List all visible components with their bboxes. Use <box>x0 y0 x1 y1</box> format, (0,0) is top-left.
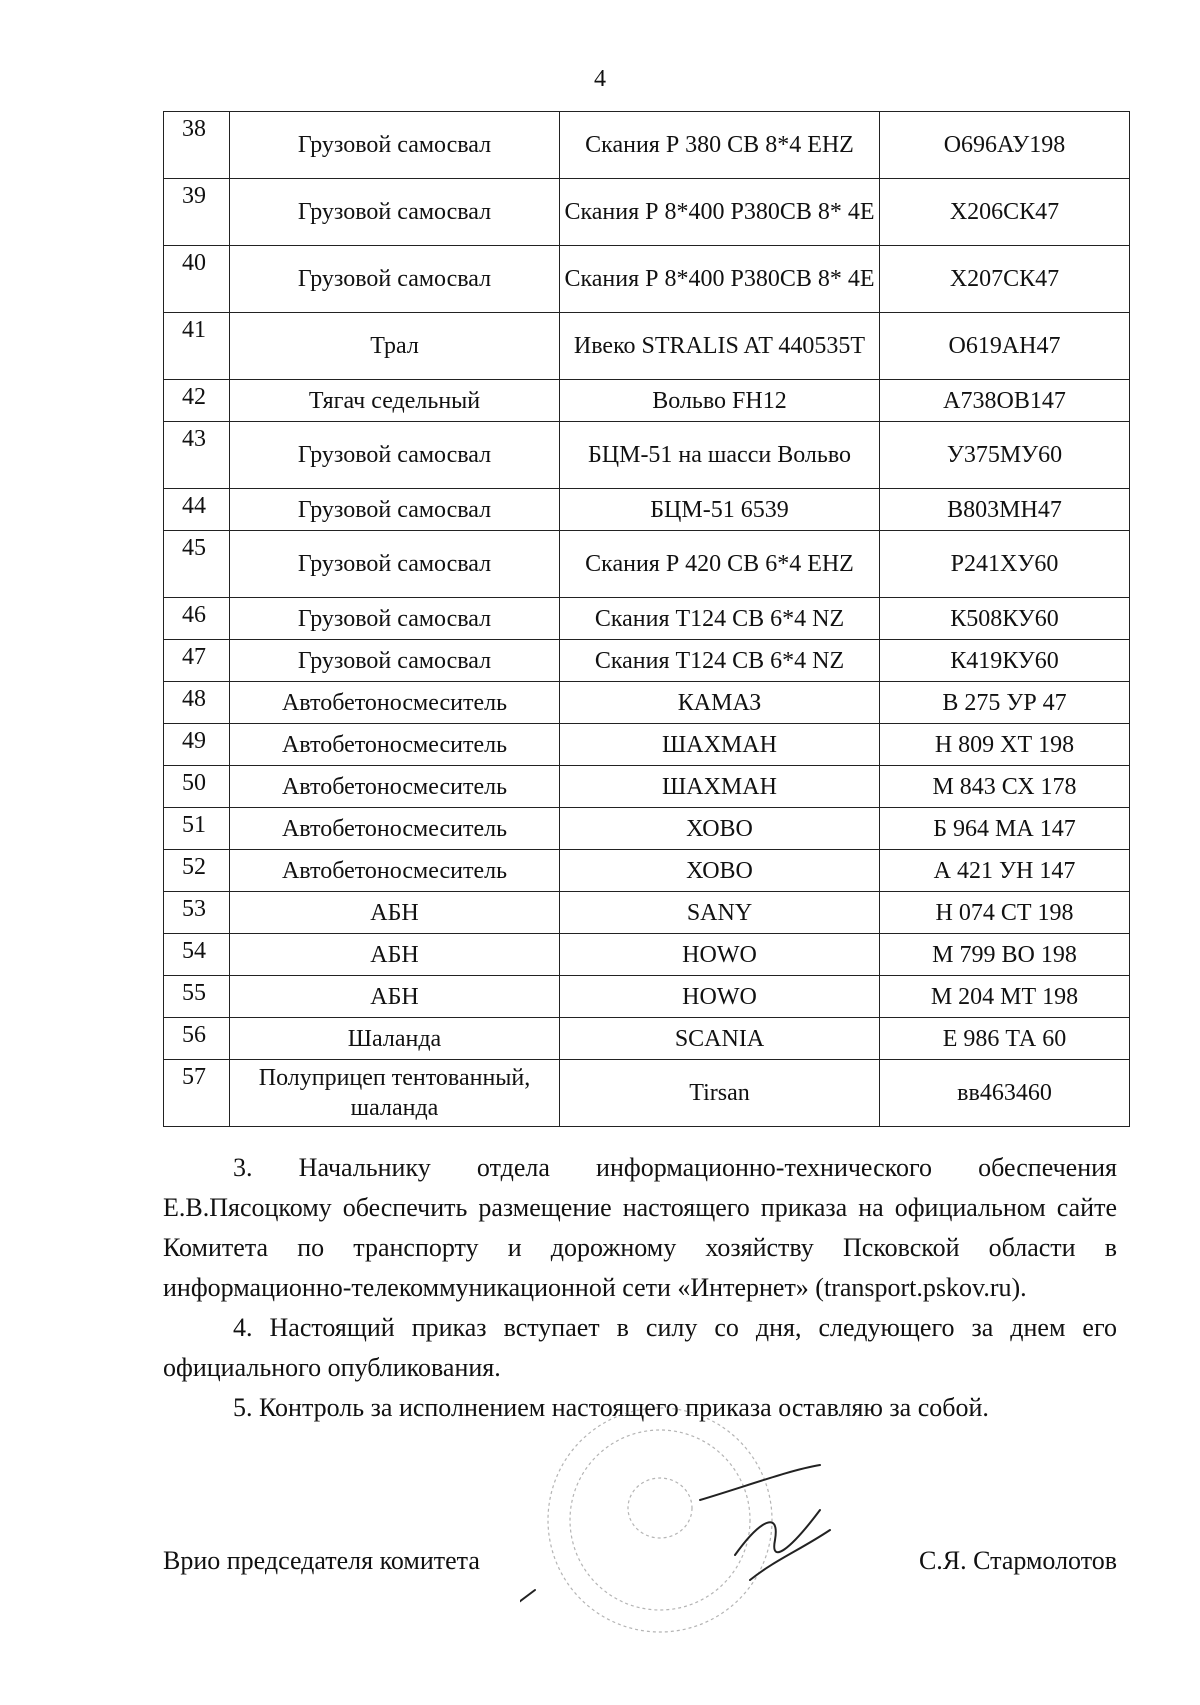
table-row <box>164 682 1130 724</box>
row-number: 49 <box>164 724 230 766</box>
table-row <box>164 808 1130 850</box>
row-number: 56 <box>164 1018 230 1060</box>
table-row <box>164 531 1130 598</box>
row-number: 48 <box>164 682 230 724</box>
vehicle-type: Трал <box>230 313 560 380</box>
row-number: 57 <box>164 1060 230 1127</box>
table-row <box>164 422 1130 489</box>
vehicle-type: Грузовой самосвал <box>230 246 560 313</box>
vehicle-model: Скания Р 8*400 Р380СВ 8* 4Е <box>560 179 880 246</box>
table-row <box>164 246 1130 313</box>
table-row <box>164 112 1130 179</box>
vehicle-model: SCANIA <box>560 1018 880 1060</box>
row-number: 46 <box>164 598 230 640</box>
vehicle-type: Автобетоносмеситель <box>230 850 560 892</box>
table-row <box>164 934 1130 976</box>
table-row <box>164 313 1130 380</box>
vehicle-type: Полуприцеп тентованный, шаланда <box>230 1060 560 1127</box>
row-number: 38 <box>164 112 230 179</box>
signatory-position: Врио председателя комитета <box>163 1546 480 1575</box>
vehicle-model: КАМАЗ <box>560 682 880 724</box>
registration-plate: Н 074 СТ 198 <box>880 892 1130 934</box>
vehicle-model: Вольво FH12 <box>560 380 880 422</box>
row-number: 44 <box>164 489 230 531</box>
vehicle-table-body <box>164 112 1130 1127</box>
handwritten-signature <box>520 1465 830 1620</box>
vehicle-model: SANY <box>560 892 880 934</box>
registration-plate: М 799 ВО 198 <box>880 934 1130 976</box>
paragraph-3: 3. Начальнику отдела информационно-технического обеспечения Е.В.Пясоцкому обеспечить размещение настоящего приказа на официальном сайте Комитета по транспорту и дорожному хозяйству Псковской области в информационно-телекоммуникационной сети «Интернет» (transport.pskov.ru). <box>163 1153 1117 1302</box>
vehicle-type: Автобетоносмеситель <box>230 766 560 808</box>
vehicle-model: ШАХМАН <box>560 724 880 766</box>
vehicle-type: Автобетоносмеситель <box>230 682 560 724</box>
row-number: 41 <box>164 313 230 380</box>
table-row <box>164 179 1130 246</box>
table-row <box>164 1060 1130 1127</box>
vehicle-type: Грузовой самосвал <box>230 112 560 179</box>
registration-plate: У375МУ60 <box>880 422 1130 489</box>
registration-plate: М 843 СХ 178 <box>880 766 1130 808</box>
table-row <box>164 850 1130 892</box>
row-number: 50 <box>164 766 230 808</box>
row-number: 43 <box>164 422 230 489</box>
registration-plate: Х207СК47 <box>880 246 1130 313</box>
vehicle-type: Тягач седельный <box>230 380 560 422</box>
table-row <box>164 598 1130 640</box>
row-number: 40 <box>164 246 230 313</box>
vehicle-model: Скания Р 420 CB 6*4 EHZ <box>560 531 880 598</box>
registration-plate: О619АН47 <box>880 313 1130 380</box>
table-row <box>164 489 1130 531</box>
registration-plate: Р241ХУ60 <box>880 531 1130 598</box>
registration-plate: О696АУ198 <box>880 112 1130 179</box>
vehicle-model: Скания T124 CB 6*4 NZ <box>560 640 880 682</box>
table-row <box>164 724 1130 766</box>
row-number: 39 <box>164 179 230 246</box>
vehicle-model: HOWO <box>560 934 880 976</box>
registration-plate: В803МН47 <box>880 489 1130 531</box>
row-number: 51 <box>164 808 230 850</box>
vehicle-type: Автобетоносмеситель <box>230 808 560 850</box>
registration-plate: В 275 УР 47 <box>880 682 1130 724</box>
vehicle-model: БЦМ-51 6539 <box>560 489 880 531</box>
table-row <box>164 766 1130 808</box>
table-row <box>164 976 1130 1018</box>
table-row <box>164 380 1130 422</box>
registration-plate: К419КУ60 <box>880 640 1130 682</box>
vehicle-type: Грузовой самосвал <box>230 640 560 682</box>
official-stamp <box>520 1390 860 1690</box>
page-number: 4 <box>594 66 606 92</box>
vehicle-type: Грузовой самосвал <box>230 489 560 531</box>
vehicle-type: Грузовой самосвал <box>230 531 560 598</box>
vehicle-model: ХОВО <box>560 808 880 850</box>
vehicle-table <box>163 111 1130 1127</box>
vehicle-type: Автобетоносмеситель <box>230 724 560 766</box>
registration-plate: М 204 МТ 198 <box>880 976 1130 1018</box>
table-row <box>164 1018 1130 1060</box>
paragraph-4: 4. Настоящий приказ вступает в силу со дня, следующего за днем его официального опубликования. <box>163 1313 1117 1382</box>
vehicle-model: HOWO <box>560 976 880 1018</box>
registration-plate: вв463460 <box>880 1060 1130 1127</box>
order-paragraphs <box>163 1148 1117 1428</box>
vehicle-model: ХОВО <box>560 850 880 892</box>
row-number: 45 <box>164 531 230 598</box>
row-number: 42 <box>164 380 230 422</box>
vehicle-type: Шаланда <box>230 1018 560 1060</box>
vehicle-model: Скания Р 380 CB 8*4 EHZ <box>560 112 880 179</box>
vehicle-model: Ивеко STRALIS AT 440535T <box>560 313 880 380</box>
vehicle-type: АБН <box>230 976 560 1018</box>
registration-plate: Б 964 МА 147 <box>880 808 1130 850</box>
row-number: 47 <box>164 640 230 682</box>
vehicle-model: ШАХМАН <box>560 766 880 808</box>
vehicle-model: Скания Р 8*400 Р380СВ 8* 4Е <box>560 246 880 313</box>
vehicle-model: БЦМ-51 на шасси Вольво <box>560 422 880 489</box>
registration-plate: К508КУ60 <box>880 598 1130 640</box>
registration-plate: Х206СК47 <box>880 179 1130 246</box>
registration-plate: Е 986 ТА 60 <box>880 1018 1130 1060</box>
paragraph-5: 5. Контроль за исполнением настоящего приказа оставляю за собой. <box>233 1393 989 1422</box>
row-number: 55 <box>164 976 230 1018</box>
table-row <box>164 640 1130 682</box>
row-number: 52 <box>164 850 230 892</box>
table-row <box>164 892 1130 934</box>
vehicle-type: Грузовой самосвал <box>230 422 560 489</box>
vehicle-type: Грузовой самосвал <box>230 598 560 640</box>
vehicle-type: АБН <box>230 892 560 934</box>
vehicle-model: Tirsan <box>560 1060 880 1127</box>
registration-plate: Н 809 ХТ 198 <box>880 724 1130 766</box>
registration-plate: А738ОВ147 <box>880 380 1130 422</box>
vehicle-type: АБН <box>230 934 560 976</box>
row-number: 53 <box>164 892 230 934</box>
vehicle-type: Грузовой самосвал <box>230 179 560 246</box>
row-number: 54 <box>164 934 230 976</box>
stamp-seal <box>548 1408 772 1632</box>
signatory-name: С.Я. Стармолотов <box>918 1546 1117 1575</box>
vehicle-model: Скания T124 CB 6*4 NZ <box>560 598 880 640</box>
registration-plate: А 421 УН 147 <box>880 850 1130 892</box>
